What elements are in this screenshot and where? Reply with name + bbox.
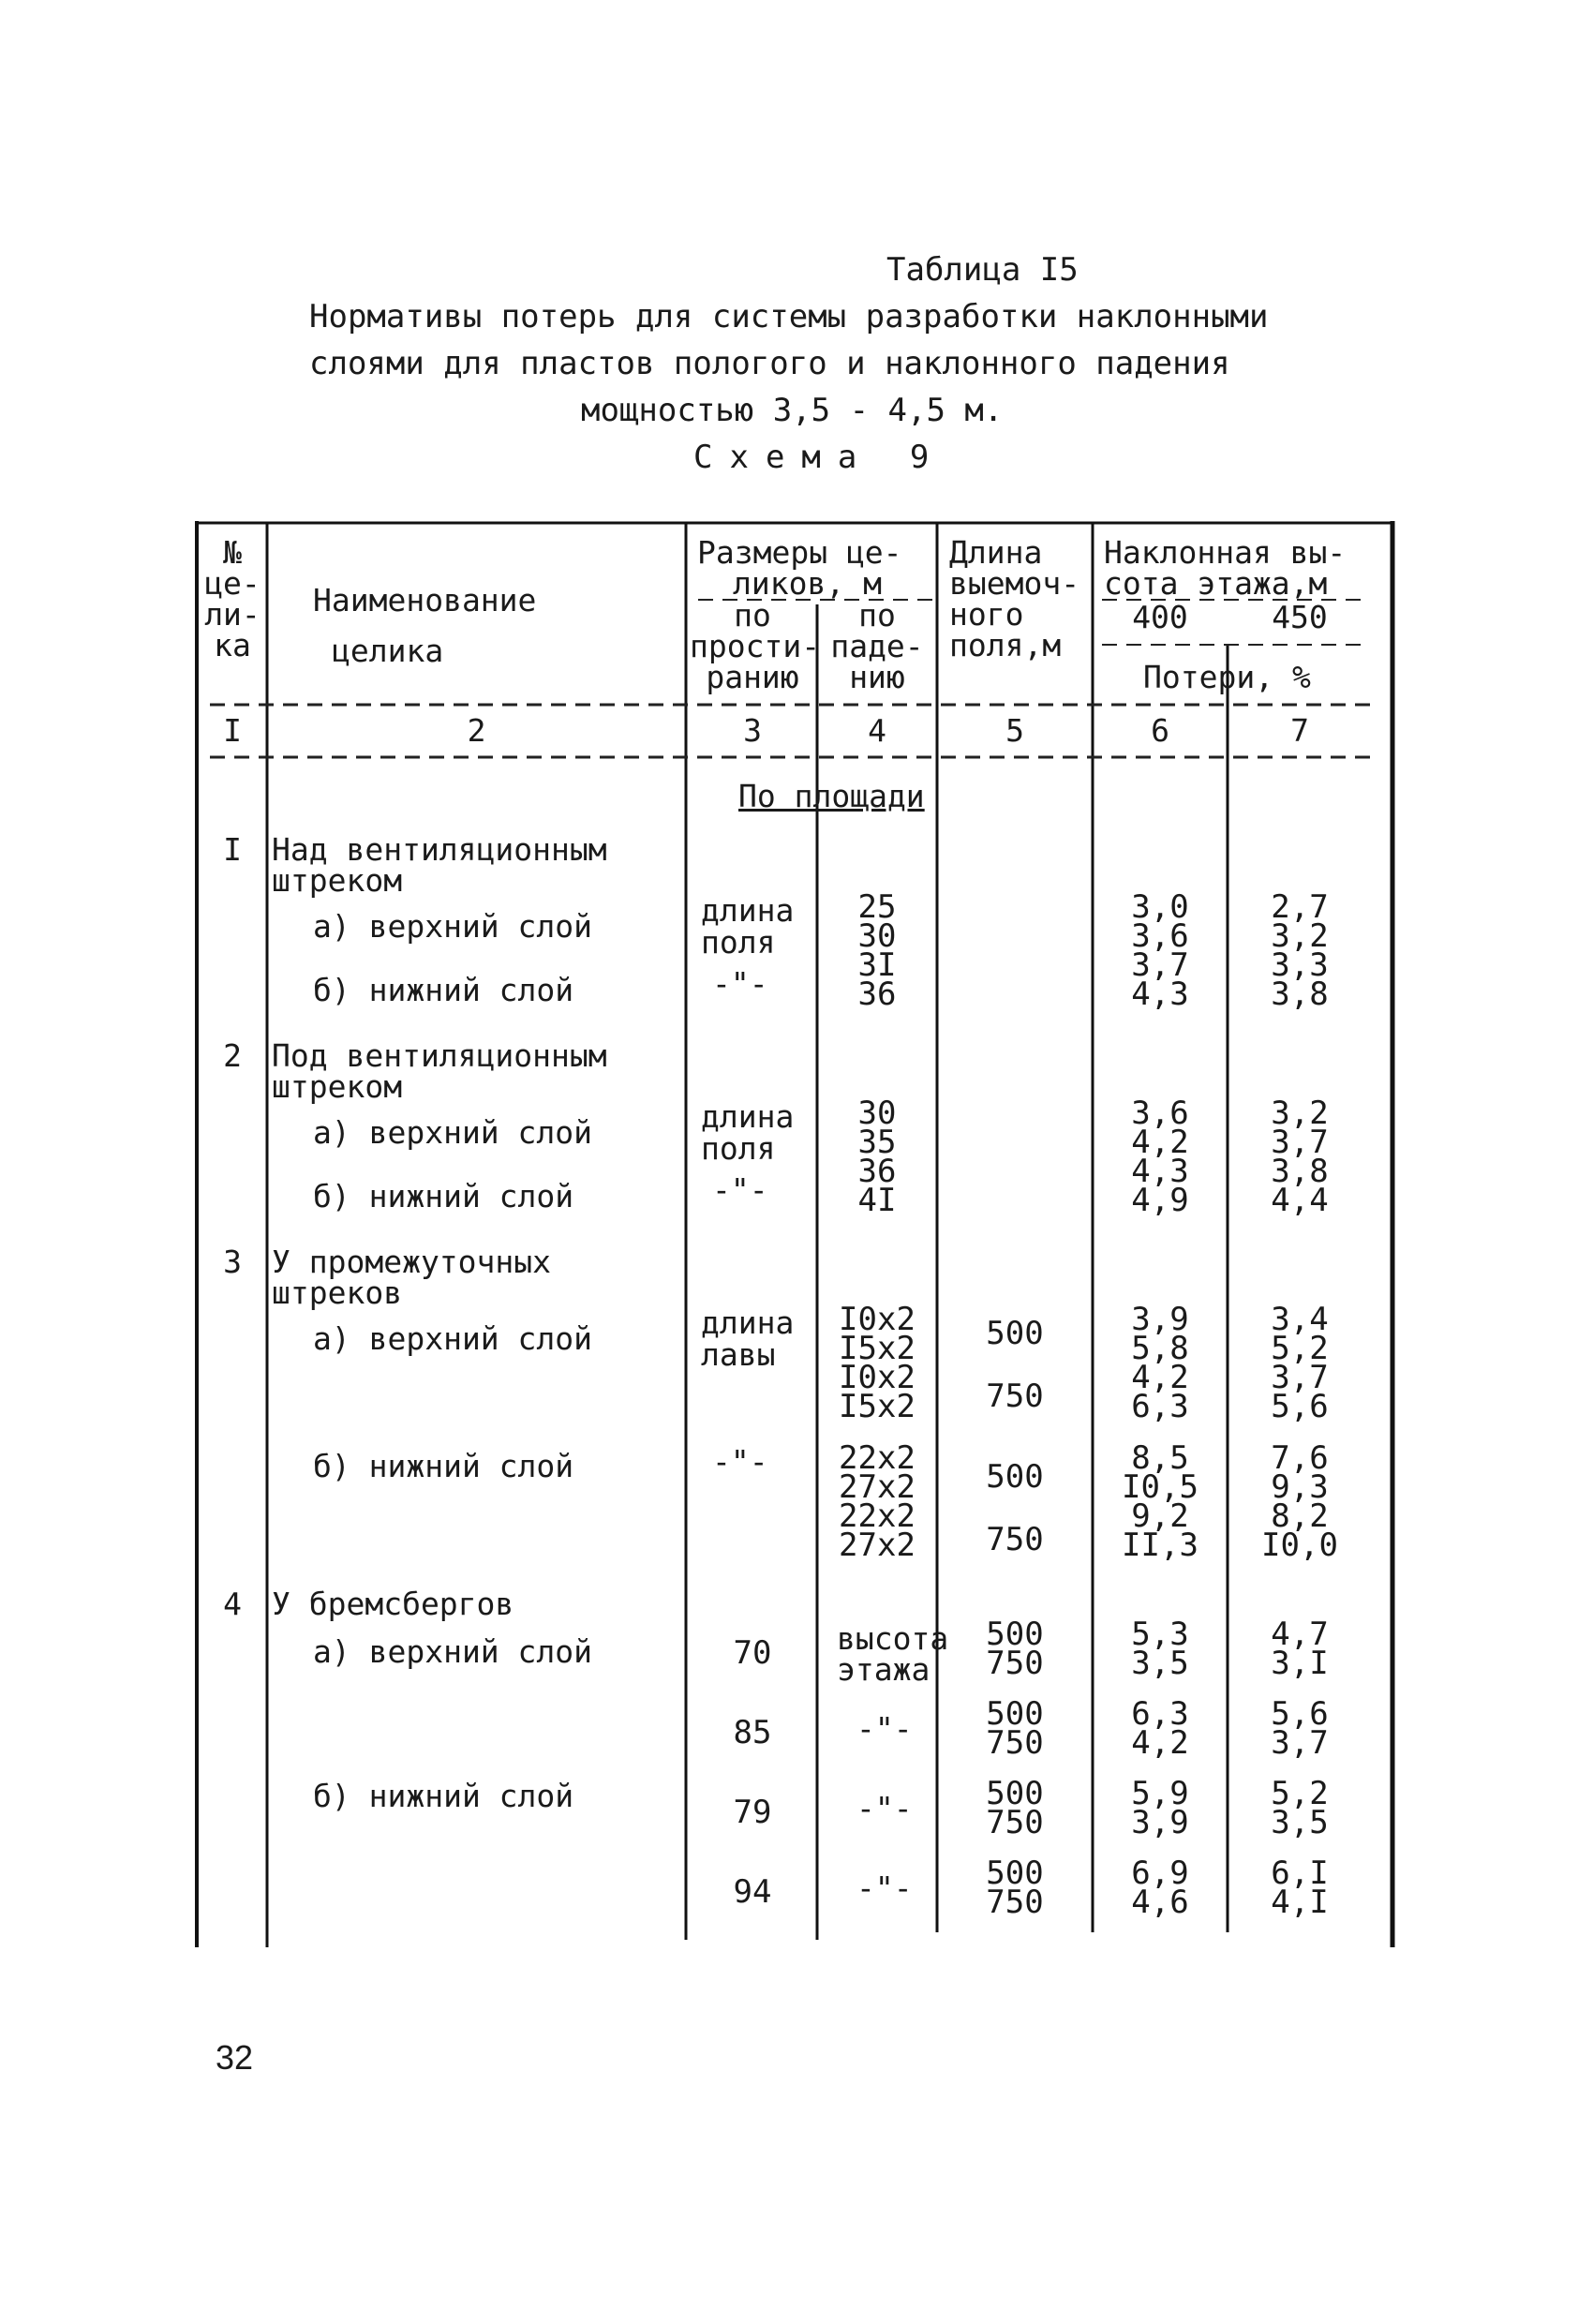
header-col1-line3: ли- <box>204 596 261 633</box>
loss-400: 5,3 <box>1131 1616 1189 1653</box>
col-number-3: 3 <box>743 712 762 749</box>
loss-450: 4,7 <box>1271 1616 1329 1653</box>
col4-value: 22x2 <box>839 1497 916 1535</box>
header-dims-line2: ликов, м <box>733 565 882 602</box>
header-col3-line2: прости- <box>690 628 821 664</box>
col4-value: 3I <box>857 946 897 984</box>
col4-value: высота <box>837 1620 949 1657</box>
col4-value: 27x2 <box>839 1527 916 1564</box>
lower-layer-label: б) нижний слой <box>313 1178 574 1214</box>
ditto-mark: -"- <box>712 965 768 1002</box>
loss-450: 3,7 <box>1271 1359 1329 1396</box>
loss-400: 9,2 <box>1131 1497 1189 1535</box>
field-length: 500 <box>986 1458 1044 1496</box>
loss-450: 5,2 <box>1271 1775 1329 1812</box>
header-col4-line3: нию <box>849 659 905 695</box>
pillar-name-line1: Под вентиляционным <box>272 1037 607 1074</box>
table-title-line-1: Нормативы потерь для системы разработки наклонными <box>309 298 1269 335</box>
field-length: 500 <box>986 1315 1044 1352</box>
col-number-4: 4 <box>868 712 886 749</box>
col4-value: 27x2 <box>839 1468 916 1506</box>
header-col5-line4: поля,м <box>949 627 1062 663</box>
col4-value: 4I <box>857 1182 897 1219</box>
loss-450: 3,8 <box>1271 976 1329 1013</box>
lower-layer-label: б) нижний слой <box>313 1778 574 1814</box>
field-length: 500 <box>986 1616 1044 1653</box>
header-col2-line1: Наименование <box>313 582 537 618</box>
ditto-mark: -"- <box>712 1171 768 1208</box>
loss-400: 6,3 <box>1131 1388 1189 1425</box>
ditto-mark: -"- <box>856 1790 913 1826</box>
loss-400: 6,3 <box>1131 1695 1189 1733</box>
col4-value: 35 <box>857 1124 897 1161</box>
col3-value: длина <box>701 892 795 929</box>
header-height-line1: Наклонная вы- <box>1104 534 1347 571</box>
col3-value: 85 <box>733 1714 772 1751</box>
col4-value: I0x2 <box>839 1301 916 1338</box>
pillar-number: 2 <box>223 1037 242 1074</box>
loss-400: 5,9 <box>1131 1775 1189 1812</box>
loss-400: 5,8 <box>1131 1330 1189 1367</box>
loss-450: 2,7 <box>1271 888 1329 926</box>
col4-value: I0x2 <box>839 1359 916 1396</box>
loss-450: 9,3 <box>1271 1468 1329 1506</box>
col-number-2: 2 <box>467 712 486 749</box>
loss-450: 3,3 <box>1271 946 1329 984</box>
loss-450: 3,7 <box>1271 1724 1329 1762</box>
field-length: 750 <box>986 1521 1044 1558</box>
col4-value: 30 <box>857 917 897 955</box>
loss-450: 3,7 <box>1271 1124 1329 1161</box>
col4-value: этажа <box>837 1651 930 1688</box>
pillar-name-line1: Над вентиляционным <box>272 831 607 868</box>
field-length: 750 <box>986 1884 1044 1921</box>
loss-450: 4,I <box>1271 1884 1329 1921</box>
header-height-line2: сота этажа,м <box>1104 565 1328 602</box>
header-col5-line2: выемоч- <box>949 565 1080 602</box>
upper-layer-label: а) верхний слой <box>313 908 593 945</box>
loss-400: 4,6 <box>1131 1884 1189 1921</box>
header-col1-line4: ка <box>214 627 251 663</box>
loss-400: 6,9 <box>1131 1855 1189 1892</box>
table-title-line-2: слоями для пластов пологого и наклонного падения <box>309 345 1230 382</box>
col4-value: 22x2 <box>839 1439 916 1477</box>
field-length: 500 <box>986 1775 1044 1812</box>
loss-400: 4,9 <box>1131 1182 1189 1219</box>
header-col3-line3: ранию <box>706 659 799 695</box>
col3-value: поля <box>701 1130 776 1167</box>
header-col3-line1: по <box>734 597 771 633</box>
pillar-number: I <box>223 831 242 868</box>
header-col4-line2: паде- <box>830 628 924 664</box>
loss-400: 4,3 <box>1131 976 1189 1013</box>
loss-400: 4,3 <box>1131 1153 1189 1190</box>
loss-400: 4,2 <box>1131 1724 1189 1762</box>
header-col1-line1: № <box>223 534 242 571</box>
col3-value: 94 <box>733 1873 772 1911</box>
header-height-450: 450 <box>1272 599 1328 635</box>
upper-layer-label: а) верхний слой <box>313 1633 593 1670</box>
col-number-7: 7 <box>1290 712 1309 749</box>
col3-value: 70 <box>733 1634 772 1672</box>
header-col2-line2: целика <box>332 633 444 669</box>
field-length: 750 <box>986 1724 1044 1762</box>
loss-450: 3,2 <box>1271 917 1329 955</box>
col3-value: поля <box>701 924 776 961</box>
loss-400: 3,9 <box>1131 1301 1189 1338</box>
pillar-name-line1: У промежуточных <box>272 1244 552 1280</box>
loss-400: 3,9 <box>1131 1804 1189 1841</box>
col3-value: длина <box>701 1304 795 1341</box>
pillar-name-line2: штреков <box>272 1274 403 1311</box>
col3-value: 79 <box>733 1794 772 1831</box>
loss-450: 4,4 <box>1271 1182 1329 1219</box>
col4-value: 36 <box>857 1153 897 1190</box>
loss-450: 3,2 <box>1271 1095 1329 1132</box>
header-col5-line1: Длина <box>949 534 1043 571</box>
loss-450: 8,2 <box>1271 1497 1329 1535</box>
loss-450: 3,4 <box>1271 1301 1329 1338</box>
loss-400: 3,7 <box>1131 946 1189 984</box>
field-length: 750 <box>986 1804 1044 1841</box>
field-length: 750 <box>986 1378 1044 1415</box>
loss-450: 5,6 <box>1271 1695 1329 1733</box>
header-height-400: 400 <box>1132 599 1188 635</box>
loss-400: 4,2 <box>1131 1359 1189 1396</box>
ditto-mark: -"- <box>856 1710 913 1747</box>
section-by-area: По площади <box>738 778 925 814</box>
upper-layer-label: а) верхний слой <box>313 1114 593 1151</box>
upper-layer-label: а) верхний слой <box>313 1320 593 1357</box>
loss-450: I0,0 <box>1261 1527 1338 1564</box>
header-col4-line1: по <box>858 597 896 633</box>
pillar-number: 3 <box>223 1244 242 1280</box>
col3-value: длина <box>701 1098 795 1135</box>
header-col5-line3: ного <box>949 596 1024 633</box>
loss-400: 3,6 <box>1131 1095 1189 1132</box>
col-number-5: 5 <box>1005 712 1024 749</box>
col-number-1: I <box>223 712 242 749</box>
field-length: 500 <box>986 1855 1044 1892</box>
header-losses: Потери, % <box>1143 659 1311 695</box>
col4-value: I5x2 <box>839 1388 916 1425</box>
table-title-line-3: мощностью 3,5 - 4,5 м. <box>581 392 1004 429</box>
loss-400: 3,0 <box>1131 888 1189 926</box>
lower-layer-label: б) нижний слой <box>313 972 574 1008</box>
schema-label: Схема 9 <box>693 439 946 476</box>
loss-400: II,3 <box>1122 1527 1198 1564</box>
loss-400: I0,5 <box>1122 1468 1198 1506</box>
loss-450: 3,5 <box>1271 1804 1329 1841</box>
table-label: Таблица I5 <box>886 251 1079 289</box>
col4-value: 30 <box>857 1095 897 1132</box>
pillar-name-line1: У бремсбергов <box>272 1586 514 1622</box>
loss-400: 3,5 <box>1131 1645 1189 1682</box>
col4-value: I5x2 <box>839 1330 916 1367</box>
col4-value: 25 <box>857 888 897 926</box>
col4-value: 36 <box>857 976 897 1013</box>
ditto-mark: -"- <box>856 1870 913 1906</box>
loss-400: 3,6 <box>1131 917 1189 955</box>
loss-450: 7,6 <box>1271 1439 1329 1477</box>
loss-450: 3,8 <box>1271 1153 1329 1190</box>
field-length: 750 <box>986 1645 1044 1682</box>
field-length: 500 <box>986 1695 1044 1733</box>
col-number-6: 6 <box>1151 712 1169 749</box>
loss-450: 5,6 <box>1271 1388 1329 1425</box>
loss-450: 5,2 <box>1271 1330 1329 1367</box>
header-col1-line2: це- <box>204 565 261 602</box>
pillar-number: 4 <box>223 1586 242 1622</box>
header-dims-line1: Размеры це- <box>697 534 902 571</box>
loss-400: 8,5 <box>1131 1439 1189 1477</box>
pillar-name-line2: штреком <box>272 1068 403 1105</box>
loss-450: 3,I <box>1271 1645 1329 1682</box>
page-number: 32 <box>216 2038 254 2077</box>
loss-450: 6,I <box>1271 1855 1329 1892</box>
lower-layer-label: б) нижний слой <box>313 1448 574 1484</box>
ditto-mark: -"- <box>712 1443 768 1480</box>
col3-value: лавы <box>701 1336 776 1373</box>
loss-400: 4,2 <box>1131 1124 1189 1161</box>
pillar-name-line2: штреком <box>272 862 403 899</box>
